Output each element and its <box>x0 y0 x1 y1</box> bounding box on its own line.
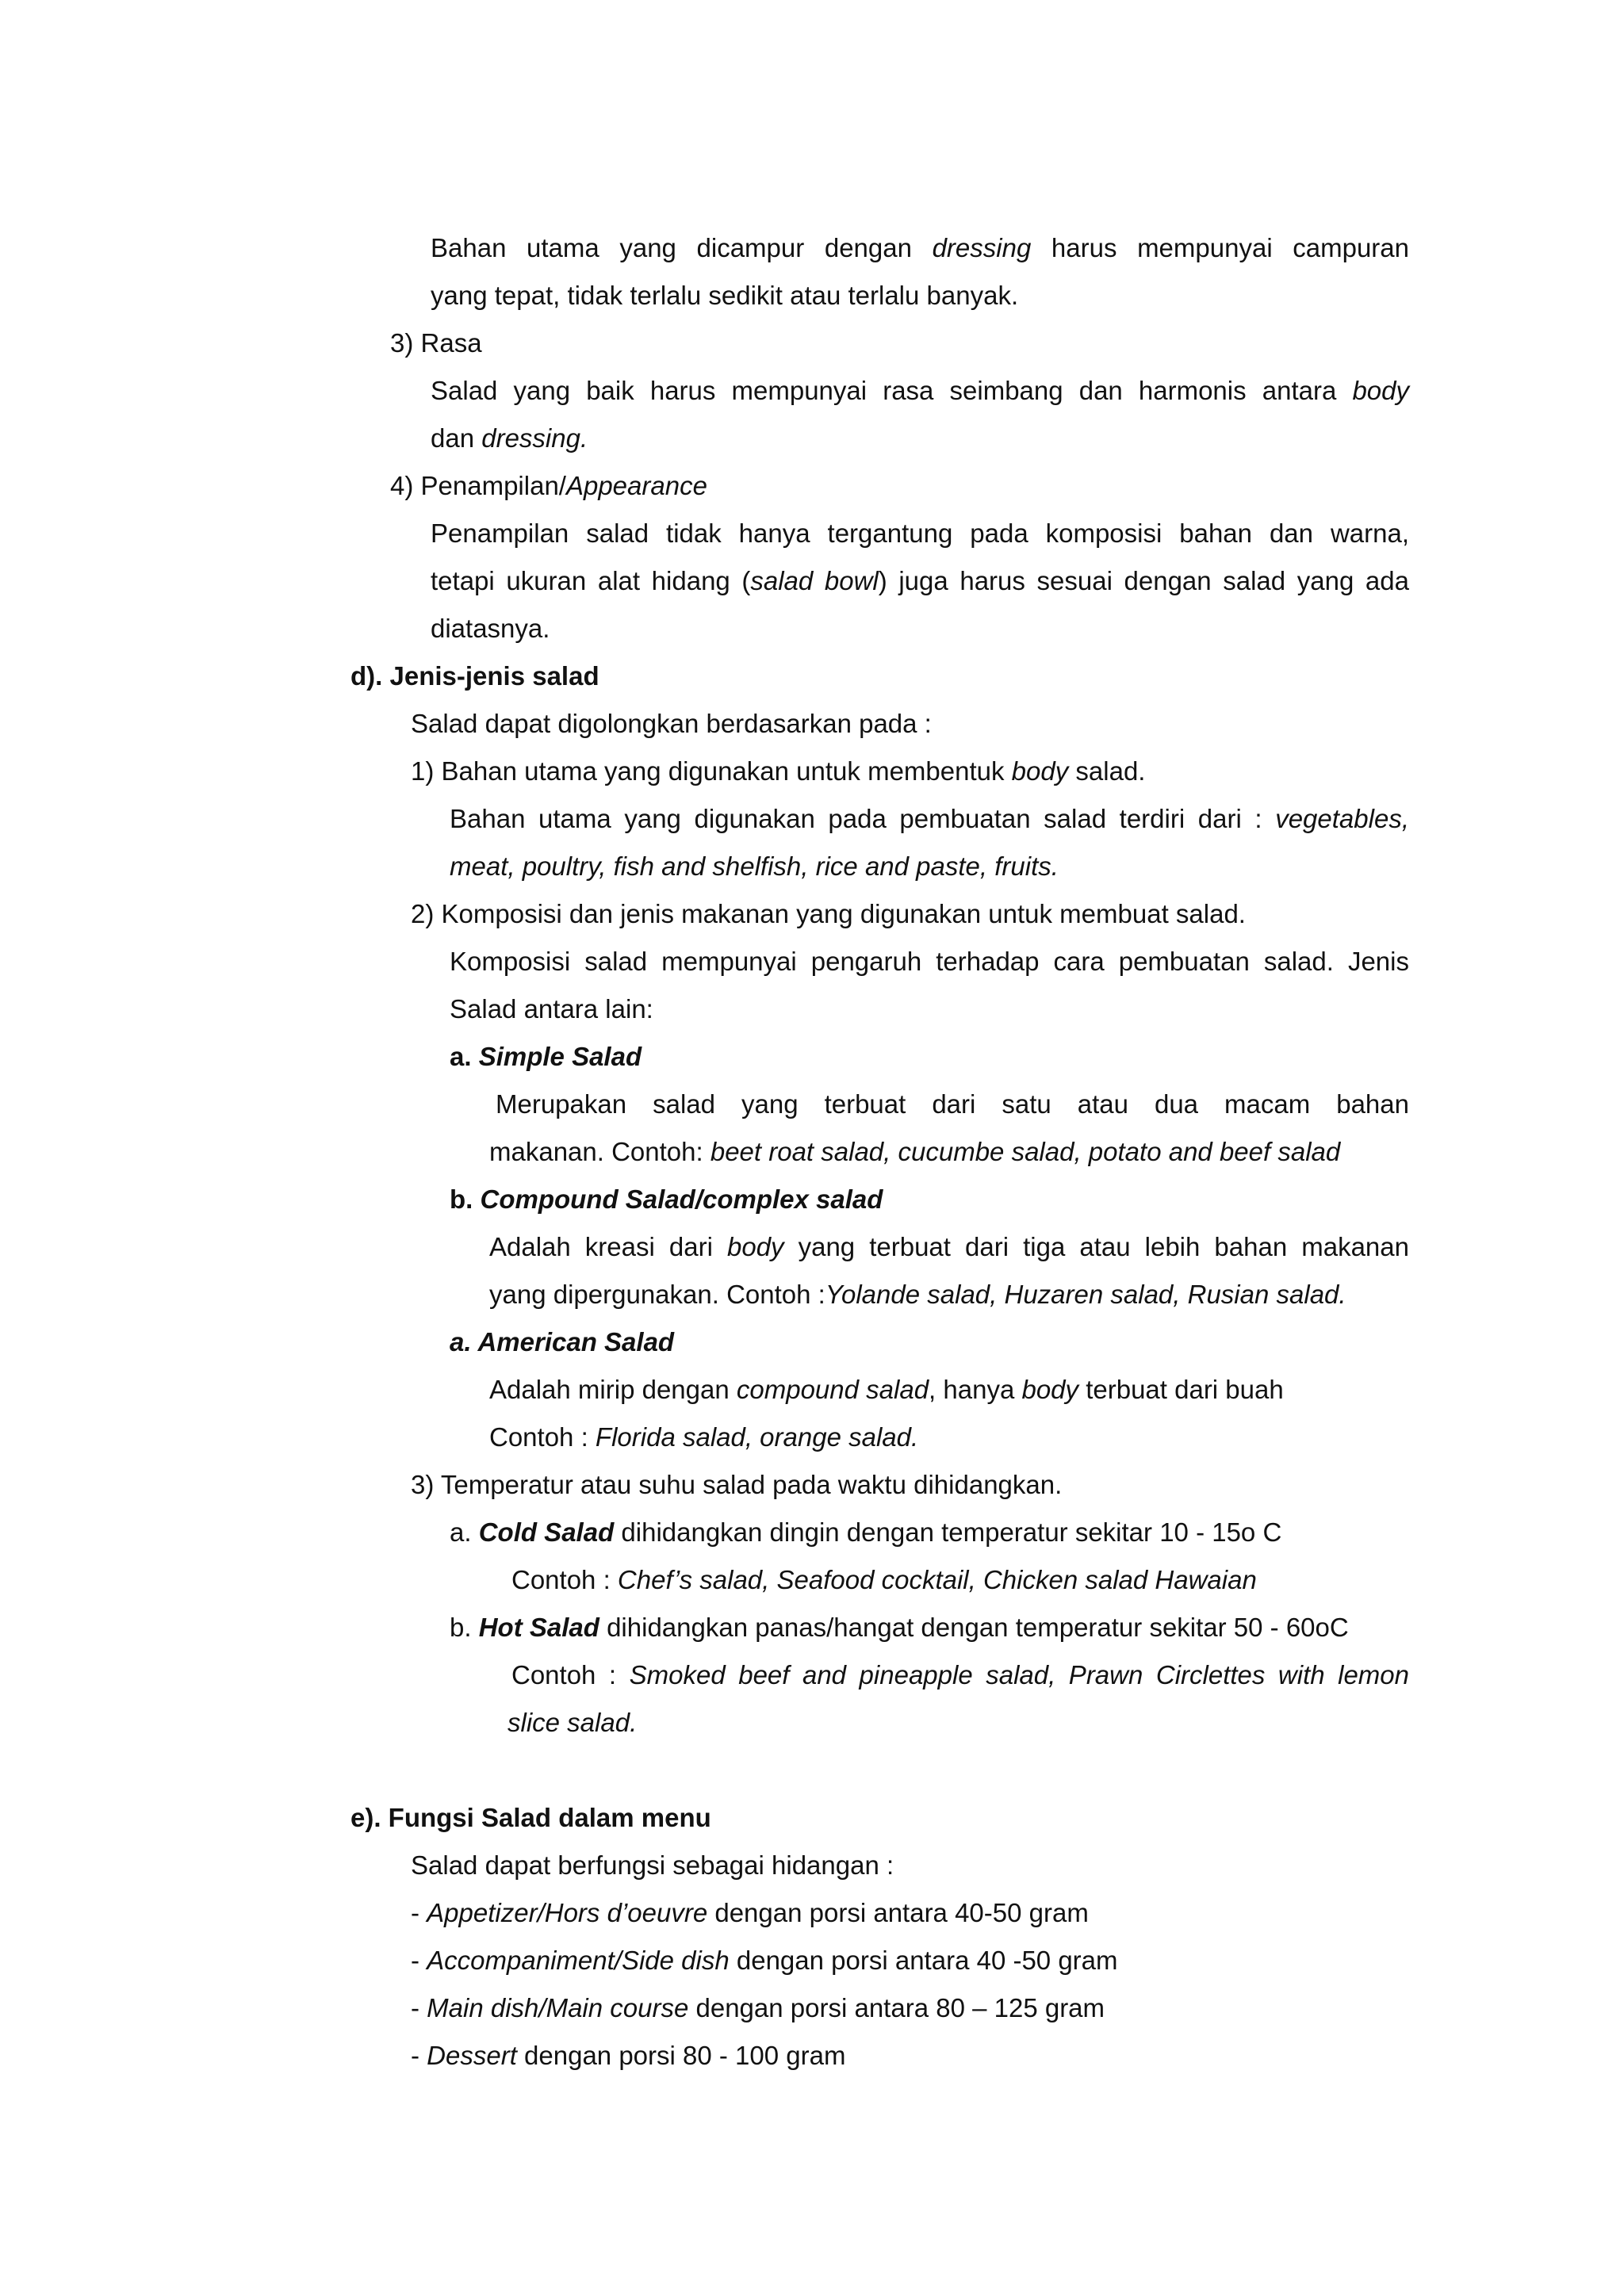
body-text-line: Merupakan salad yang terbuat dari satu atau dua macam bahan <box>496 1089 1409 1119</box>
body-text-line: makanan. Contoh: beet roat salad, cucumbe salad, potato and beef salad <box>489 1137 1341 1166</box>
numbered-item-heading: 2) Komposisi dan jenis makanan yang digunakan untuk membuat salad. <box>411 899 1246 928</box>
body-text-line: Bahan utama yang dicampur dengan dressing harus mempunyai campuran <box>431 233 1409 262</box>
example-line: Contoh : Chef’s salad, Seafood cocktail, Chicken salad Hawaian <box>511 1565 1257 1594</box>
example-line: slice salad. <box>508 1708 638 1737</box>
section-heading: d). Jenis-jenis salad <box>350 661 599 691</box>
sub-item-heading: a. Simple Salad <box>450 1042 642 1071</box>
sub-item-heading: b. Compound Salad/complex salad <box>450 1184 883 1214</box>
body-text-line: diatasnya. <box>431 614 550 643</box>
numbered-item-heading: 4) Penampilan/Appearance <box>390 471 707 500</box>
body-text-line: Penampilan salad tidak hanya tergantung pada komposisi bahan dan warna, <box>431 519 1409 548</box>
body-text-line: Bahan utama yang digunakan pada pembuatan salad terdiri dari : vegetables, <box>450 804 1409 833</box>
section-heading: e). Fungsi Salad dalam menu <box>350 1803 711 1832</box>
numbered-item-heading: 3) Temperatur atau suhu salad pada waktu dihidangkan. <box>411 1470 1063 1499</box>
body-text-line: Contoh : Florida salad, orange salad. <box>489 1422 919 1452</box>
body-text-line: Salad dapat digolongkan berdasarkan pada : <box>411 709 932 738</box>
list-item: - Dessert dengan porsi 80 - 100 gram <box>411 2041 846 2070</box>
numbered-item-heading: 1) Bahan utama yang digunakan untuk membentuk body salad. <box>411 756 1146 786</box>
example-line: Contoh : Smoked beef and pineapple salad, Prawn Circlettes with lemon <box>511 1660 1410 1689</box>
list-item: - Appetizer/Hors d’oeuvre dengan porsi antara 40-50 gram <box>411 1898 1089 1927</box>
body-text-line: Adalah kreasi dari body yang terbuat dari tiga atau lebih bahan makanan <box>489 1232 1409 1261</box>
body-text-line: yang dipergunakan. Contoh :Yolande salad, Huzaren salad, Rusian salad. <box>489 1280 1346 1309</box>
body-text-line: Salad dapat berfungsi sebagai hidangan : <box>411 1850 894 1880</box>
body-text-line: dan dressing. <box>431 423 588 453</box>
sub-item-heading: a. American Salad <box>450 1327 675 1357</box>
body-text-line: yang tepat, tidak terlalu sedikit atau terlalu banyak. <box>431 281 1019 310</box>
list-item: - Main dish/Main course dengan porsi antara 80 – 125 gram <box>411 1993 1105 2022</box>
sub-item-line: a. Cold Salad dihidangkan dingin dengan temperatur sekitar 10 - 15o C <box>450 1517 1282 1547</box>
body-text-line: Salad yang baik harus mempunyai rasa seimbang dan harmonis antara body <box>431 376 1409 405</box>
body-text-line: Komposisi salad mempunyai pengaruh terhadap cara pembuatan salad. Jenis <box>450 947 1409 976</box>
numbered-item-heading: 3) Rasa <box>390 328 482 358</box>
body-text-line: Salad antara lain: <box>450 994 653 1024</box>
list-item: - Accompaniment/Side dish dengan porsi antara 40 -50 gram <box>411 1946 1118 1975</box>
body-text-line: Adalah mirip dengan compound salad, hanya body terbuat dari buah <box>489 1375 1284 1404</box>
body-text-line: meat, poultry, fish and shelfish, rice and paste, fruits. <box>450 851 1059 881</box>
sub-item-line: b. Hot Salad dihidangkan panas/hangat dengan temperatur sekitar 50 - 60oC <box>450 1613 1349 1642</box>
body-text-line: tetapi ukuran alat hidang (salad bowl) juga harus sesuai dengan salad yang ada <box>431 566 1409 595</box>
